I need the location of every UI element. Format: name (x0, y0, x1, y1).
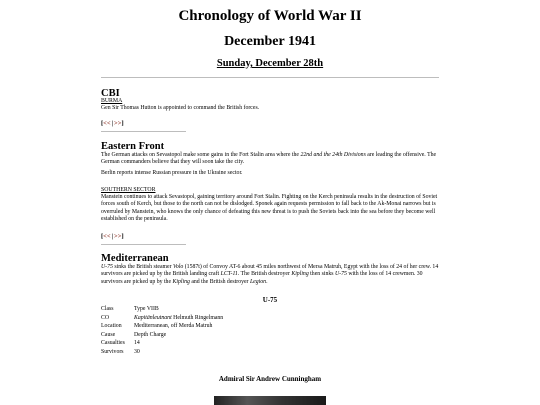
table-row: CO Kapitänleutnant Helmuth Ringelmann (101, 314, 224, 321)
nav-separator: | (111, 233, 114, 240)
divider (101, 77, 439, 78)
table-row: Casualties 14 (101, 340, 140, 347)
nav-eastern-front: [<<|>>] (101, 233, 124, 240)
table-row: Location Mediterranean, off Merda Matruh (101, 323, 213, 330)
ship-details-table (101, 305, 225, 357)
prev-arrow-icon[interactable]: << (103, 120, 111, 127)
ship-title: U-75 (262, 296, 278, 304)
eastern-front-text-2: Berlin reports intense Russian pressure in the Ukraine sector. (101, 170, 243, 176)
table-row: Survivors 30 (101, 348, 140, 355)
day-title: Sunday, December 28th (216, 58, 324, 69)
month-title: December 1941 (224, 34, 316, 49)
nav-separator: | (111, 120, 114, 127)
divider (101, 244, 186, 245)
next-arrow-icon[interactable]: >> (114, 120, 122, 127)
next-arrow-icon[interactable]: >> (114, 233, 122, 240)
site-title: Chronology of World War II (178, 8, 362, 24)
region-link-burma[interactable]: BURMA (101, 98, 123, 104)
eastern-front-text-3: Manstein continues to attack Sevastopol, gaining territory around Fort Stalin. Fighting on the Kerch peninsula results in the destruction of Soviet forces south of Kerch, but those to the north can not be dislodged. Sponek again requests permission to fall back to the Ak-Monai narrows but is overruled by Manstein, who knows the only chance of defeating this new threat is to push the Soviets back into the sea before they become well established on the peninsula. (101, 194, 438, 223)
prev-arrow-icon[interactable]: << (103, 233, 111, 240)
eastern-front-text-1: The German attacks on Sevastopol make some gains in the Fort Stalin area where the 22nd and the 24th Divisions are leading the offensive. The German commanders believe that they will soon take the city. (101, 152, 437, 166)
person-title: Admiral Sir Andrew Cunningham (218, 375, 322, 383)
table-row: Cause Depth Charge (101, 331, 167, 338)
section-heading-mediterranean: Mediterranean (101, 253, 169, 264)
section-heading-cbi: CBI (101, 88, 120, 99)
portrait-photo (214, 396, 326, 405)
table-row: Class Type VIIB (101, 306, 159, 312)
region-link-southern-sector[interactable]: SOUTHERN SECTOR (101, 187, 156, 193)
mediterranean-text: U-75 sinks the British steamer Volo (1587t) of Convoy AT-6 about 45 miles northwest of Mersa Matruh, Egypt with the loss of 24 of her crew. 14 survivors are picked up by the British landing craft LCT-11. The British destroyer Kipling then sinks U-75 with the loss of 14 crewmen. 30 survivors are picked up by the Kipling and the British destroyer Legion. (101, 264, 439, 285)
section-heading-eastern-front: Eastern Front (101, 141, 165, 152)
nav-cbi: [<<|>>] (101, 120, 124, 127)
cbi-text: Gen Sir Thomas Hutton is appointed to command the British forces. (101, 105, 260, 111)
divider (101, 131, 186, 132)
